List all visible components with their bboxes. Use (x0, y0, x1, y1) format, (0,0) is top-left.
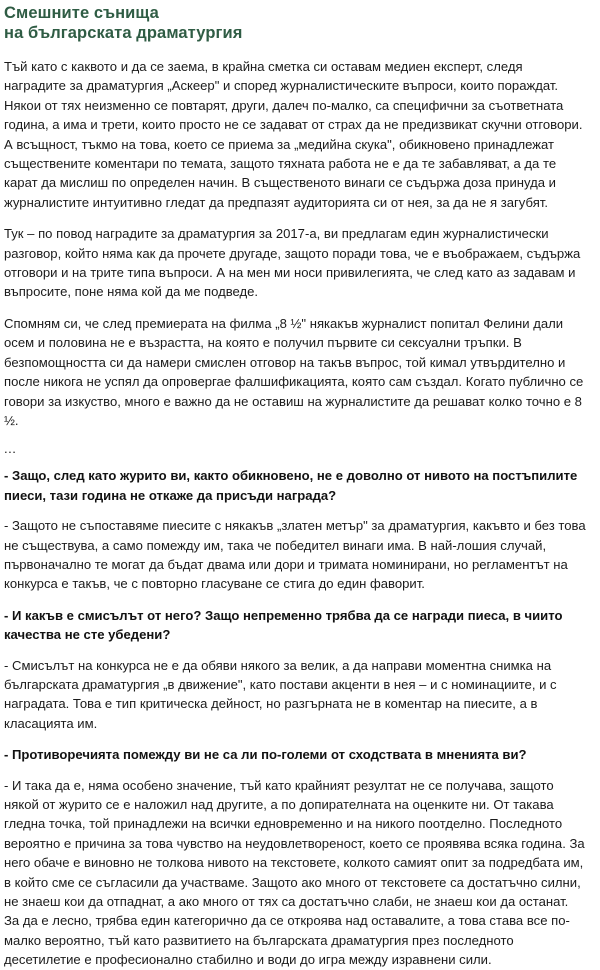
page-title (4, 4, 586, 43)
intro-paragraph-1: Тъй като с каквото и да се заема, в крайна сметка си оставам медиен експерт, следя наградите за драматургия „Аскеер" и според журналистическите въпроси, които пораждат. Някои от тях неизменно се повтарят, други, далеч по-малко, са специфични за съответната година, а има и трети, които просто не се задават от страх да не предизвикат скучни отговори. А всъщност, тъкмо на това, което се приема за „медийна скука", обикновено принадлежат съществените коментари по темата, защото тяхната работа не е да те забавляват, а да те карат да мислиш по определен начин. В същественото винаги се съдържа доза принуда и журналистите интуитивно гледат да предпазят аудиторията си от нея, за да не я загубят. (4, 59, 583, 210)
interview-question-3: - Противоречията помежду ви не са ли по-големи от сходствата в мненията ви? (4, 747, 527, 763)
page-title-line-2: на българската драматургия (4, 23, 243, 42)
interview-answer-1: - Защото не съпоставяме пиесите с някакъв „златен метър" за драматургия, какъвто и без това не съществува, а само помежду им, така че победител винаги има. В най-лошия случай, първоначално те могат да бъдат двама или дори и тримата номинирани, но регламентът на конкурса е такъв, че с повторно гласуване се стига до един фаворит. (4, 518, 586, 592)
page-title-line-1: Смешните сънища (4, 4, 159, 22)
intro-paragraph-2: Тук – по повод наградите за драматургия за 2017-а, ви предлагам един журналистически разговор, който няма как да прочете другаде, защото поради това, че е въображаем, съдържа отговори и на трите типа въпроси. А на мен ми носи привилегията, че след като аз задавам и въпросите, поне няма кой да ме подведе. (4, 226, 581, 300)
interview-question-1: - Защо, след като журито ви, както обикновено, не е доволно от нивото на постъпилите пиеси, тази година не откаже да присъди награда? (4, 468, 578, 503)
section-separator: ... (4, 441, 17, 457)
interview-answer-2: - Смисълът на конкурса не е да обяви някого за велик, а да направи моментна снимка на българската драматургия „в движение", като постави акценти в нея – и с номинациите, и с наградата. Това е тип критическа дейност, но разгърната не в коментар на пиесите, а в класацията им. (4, 657, 557, 731)
qa-block-1 (4, 466, 586, 593)
qa-block-2 (4, 606, 586, 733)
article-body (4, 57, 586, 970)
interview-question-2: - И какъв е смисълът от него? Защо непременно трябва да се награди пиеса, в чиито качества не сте убедени? (4, 607, 563, 643)
intro-paragraph-3: Спомням си, че след премиерата на филма „8 ½" някакъв журналист попитал Фелини дали осем и половина не е възрастта, на която е получил първите си сексуални тръпки. В безпомощността си да намери смислен отговор на такъв въпрос, той кимал утвърдително и после никога не успял да опровергае фалшификацията, която сам създал. Когато публично се говори за изкуство, много е важно да не оставиш на журналистите да решават колко точно е 8 ½. (4, 315, 584, 428)
qa-block-3 (4, 745, 586, 969)
interview-answer-3: - И така да е, няма особено значение, тъй като крайният резултат не се получава, защото някой от журито се е наложил над другите, а по допирателната на оценките ни. От такава гледна точка, той принадлежи на всички едновременно и на никого поотделно. Последното вероятно е причина за това чувство на неудовлетвореност, което се проявява всяка година. За него обаче е виновно не толкова нивото на текстовете, колкото самият опит за подредбата им, в който сме се съгласили да участваме. Защото ако много от текстовете са достатъчно силни, не знаеш кои да отпаднат, а ако много от тях са достатъчно слаби, не знаеш кои да останат. За да е лесно, трябва един категорично да се откроява над оставалите, а това става все по-малко вероятно, тъй като развитието на българската драматургия през последното десетилетие е професионално стабилно и води до игра между изравнени сили. (4, 777, 585, 968)
